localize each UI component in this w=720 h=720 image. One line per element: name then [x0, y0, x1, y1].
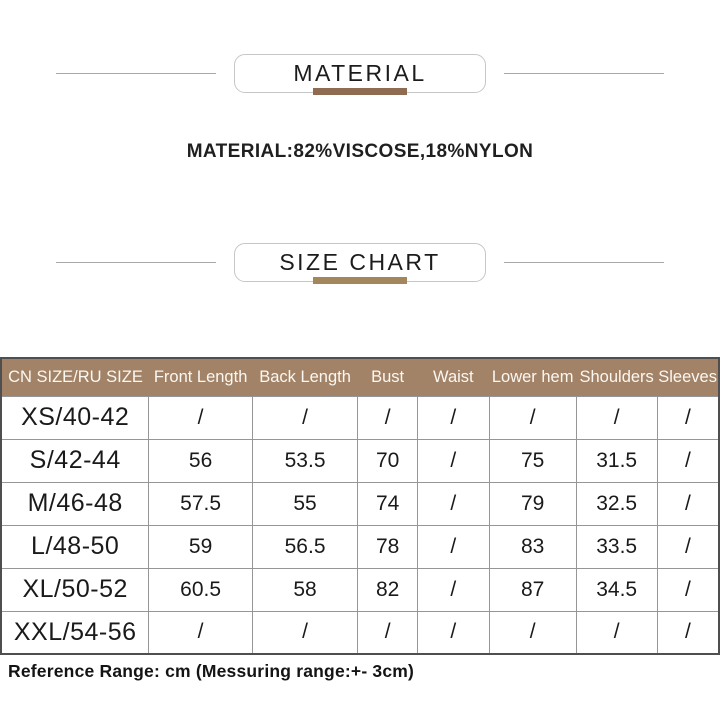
measurement-value-cell: 70 [358, 439, 418, 482]
measurement-value-cell: 83 [489, 525, 576, 568]
measurement-value-cell: 33.5 [576, 525, 657, 568]
size-label-cell: L/48-50 [1, 525, 149, 568]
material-accent-bar [313, 88, 407, 95]
size-chart-table-body [1, 396, 719, 654]
col-header-back-length: Back Length [252, 358, 358, 396]
measurement-value-cell: / [252, 396, 358, 439]
table-row [1, 568, 719, 611]
material-section-title: MATERIAL [293, 59, 427, 86]
measurement-value-cell: / [489, 611, 576, 654]
col-header-size: CN SIZE/RU SIZE [1, 358, 149, 396]
measurement-value-cell: 60.5 [149, 568, 252, 611]
measurement-value-cell: / [657, 525, 719, 568]
measurement-value-cell: / [657, 482, 719, 525]
divider-line-left [56, 262, 216, 263]
divider-line-right [504, 262, 664, 263]
col-header-waist: Waist [417, 358, 489, 396]
measurement-value-cell: / [576, 611, 657, 654]
measurement-value-cell: 57.5 [149, 482, 252, 525]
measurement-value-cell: 59 [149, 525, 252, 568]
material-section-header [0, 53, 720, 93]
measurement-value-cell: 79 [489, 482, 576, 525]
measurement-value-cell: / [657, 439, 719, 482]
measurement-value-cell: 87 [489, 568, 576, 611]
table-row [1, 396, 719, 439]
measurement-value-cell: / [417, 439, 489, 482]
measurement-value-cell: 55 [252, 482, 358, 525]
size-label-cell: XXL/54-56 [1, 611, 149, 654]
table-row [1, 525, 719, 568]
size-chart-table [0, 357, 720, 655]
measurement-value-cell: / [657, 396, 719, 439]
measurement-value-cell: 78 [358, 525, 418, 568]
reference-range-note: Reference Range: cm (Messuring range:+- 3cm) [8, 661, 415, 681]
measurement-value-cell: / [576, 396, 657, 439]
table-row [1, 439, 719, 482]
measurement-value-cell: 34.5 [576, 568, 657, 611]
header-row [1, 358, 719, 396]
size-chart-section-header [0, 242, 720, 282]
size-label-cell: XS/40-42 [1, 396, 149, 439]
measurement-value-cell: 74 [358, 482, 418, 525]
material-composition-text: MATERIAL:82%VISCOSE,18%NYLON [186, 141, 534, 162]
measurement-value-cell: / [417, 482, 489, 525]
measurement-value-cell: 56.5 [252, 525, 358, 568]
measurement-value-cell: 75 [489, 439, 576, 482]
measurement-value-cell: / [149, 396, 252, 439]
table-row [1, 482, 719, 525]
divider-line-right [504, 73, 664, 74]
measurement-value-cell: / [358, 396, 418, 439]
col-header-bust: Bust [358, 358, 418, 396]
size-label-cell: S/42-44 [1, 439, 149, 482]
measurement-value-cell: / [417, 611, 489, 654]
measurement-value-cell: 82 [358, 568, 418, 611]
col-header-lower-hem: Lower hem [489, 358, 576, 396]
measurement-value-cell: 31.5 [576, 439, 657, 482]
size-chart-section-title: SIZE CHART [279, 248, 441, 275]
col-header-sleeves: Sleeves [657, 358, 719, 396]
measurement-value-cell: / [252, 611, 358, 654]
size-chart-title-box [234, 243, 486, 282]
size-chart-table-header [1, 358, 719, 396]
measurement-value-cell: 58 [252, 568, 358, 611]
measurement-value-cell: / [657, 611, 719, 654]
measurement-value-cell: 53.5 [252, 439, 358, 482]
size-label-cell: M/46-48 [1, 482, 149, 525]
measurement-value-cell: / [417, 525, 489, 568]
material-title-box [234, 54, 486, 93]
measurement-value-cell: / [358, 611, 418, 654]
measurement-value-cell: / [657, 568, 719, 611]
measurement-value-cell: / [417, 568, 489, 611]
measurement-value-cell: / [417, 396, 489, 439]
divider-line-left [56, 73, 216, 74]
col-header-front-length: Front Length [149, 358, 252, 396]
size-chart-accent-bar [313, 277, 407, 284]
size-label-cell: XL/50-52 [1, 568, 149, 611]
measurement-value-cell: / [149, 611, 252, 654]
table-row [1, 611, 719, 654]
measurement-value-cell: 32.5 [576, 482, 657, 525]
col-header-shoulders: Shoulders [576, 358, 657, 396]
measurement-value-cell: 56 [149, 439, 252, 482]
measurement-value-cell: / [489, 396, 576, 439]
